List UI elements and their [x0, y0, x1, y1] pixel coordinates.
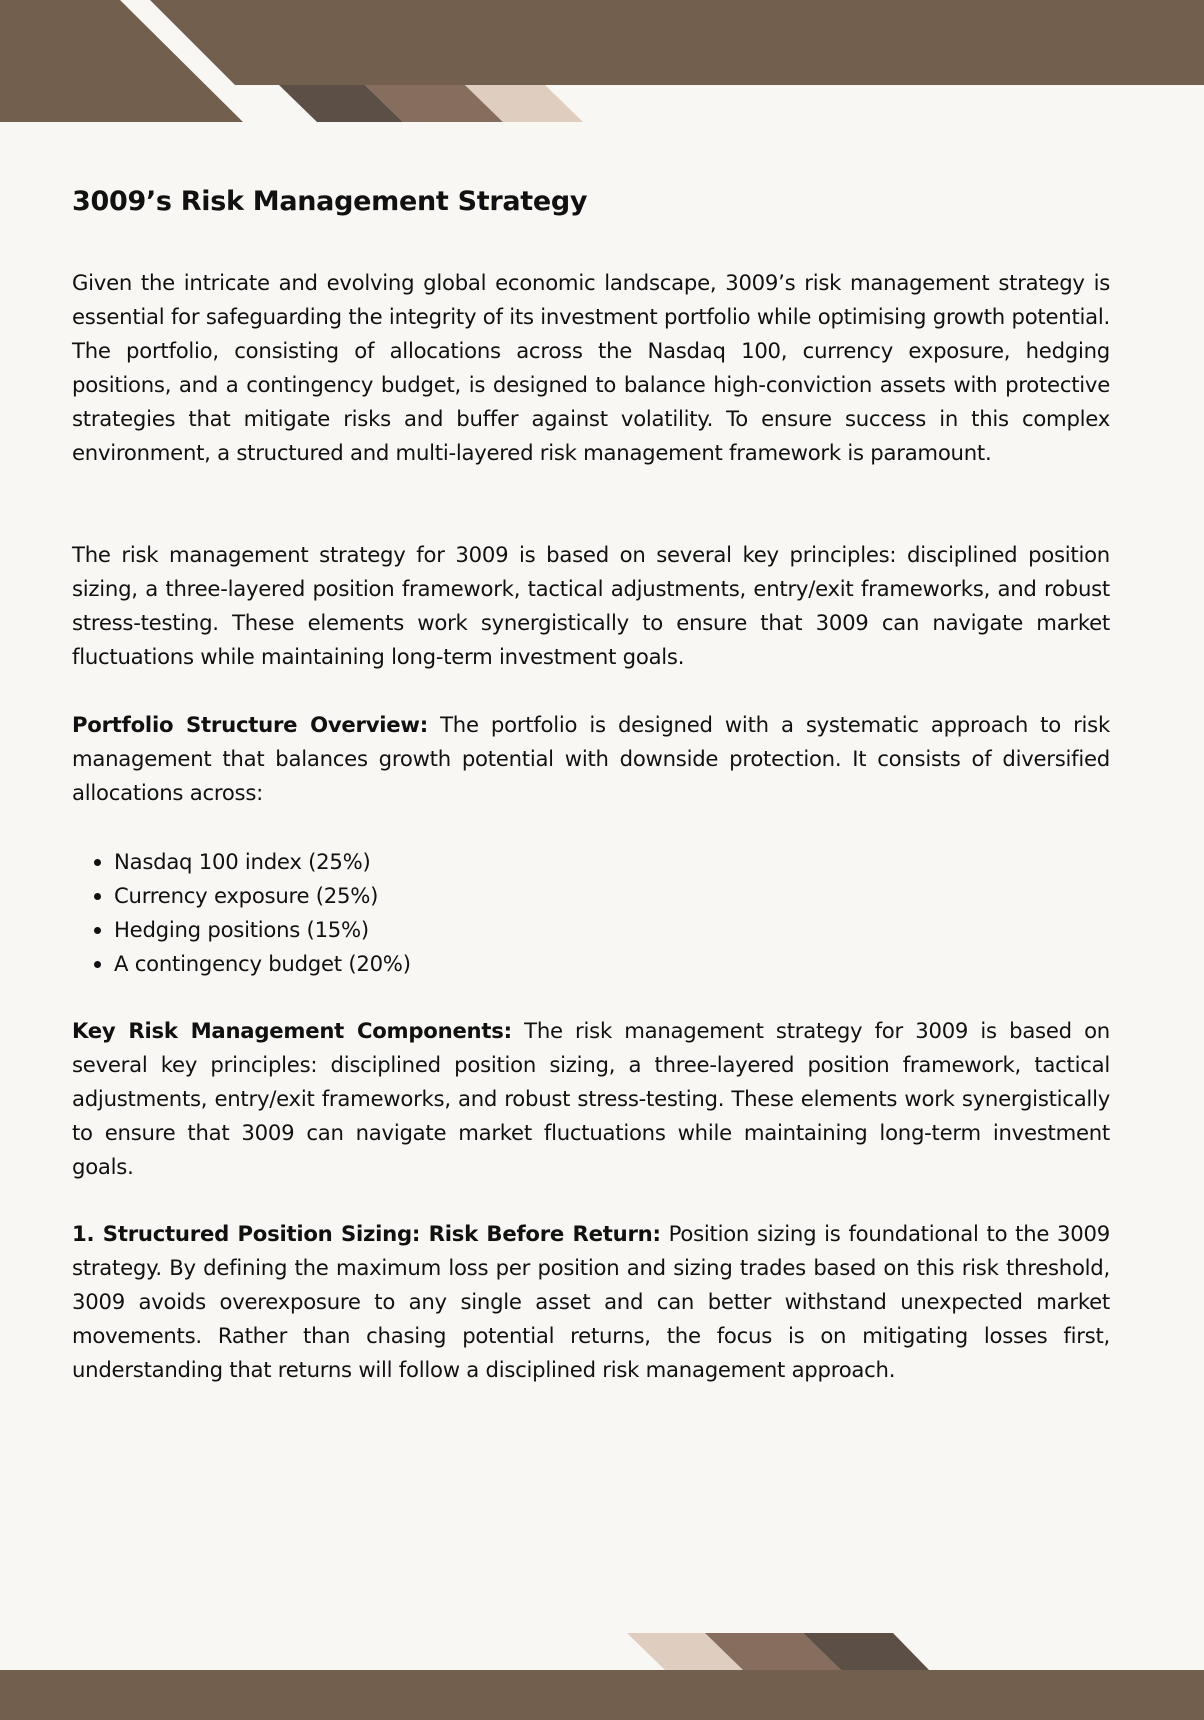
portfolio-overview-paragraph [72, 708, 1110, 810]
page-title: 3009’s Risk Management Strategy [72, 186, 588, 217]
portfolio-overview-text: The portfolio is designed with a systematic approach to risk management that balances growth potential with downside protection. It consists of diversified allocations across: [72, 712, 1110, 805]
list-item: • A contingency budget (20%) [114, 947, 411, 981]
list-item: • Nasdaq 100 index (25%) [114, 845, 411, 879]
header-decoration [0, 0, 1204, 130]
footer-decoration [0, 1620, 1204, 1720]
position-sizing-paragraph [72, 1217, 1110, 1387]
key-components-text: The risk management strategy for 3009 is based on several key principles: disciplined position sizing, a three-layered position framework, tactical adjustments, entry/exit frameworks, and robust stress-testing. These elements work synergistically to ensure that 3009 can navigate market fluctuations while maintaining long-term investment goals. [72, 1018, 1110, 1179]
list-item: • Hedging positions (15%) [114, 913, 411, 947]
key-components-heading: Key Risk Management Components: [72, 1018, 512, 1043]
allocation-list [72, 845, 411, 981]
intro-paragraph: Given the intricate and evolving global economic landscape, 3009’s risk management strategy is essential for safeguarding the integrity of its investment portfolio while optimising growth potential. The portfolio, consisting of allocations across the Nasdaq 100, currency exposure, hedging positions, and a contingency budget, is designed to balance high-conviction assets with protective strategies that mitigate risks and buffer against volatility. To ensure success in this complex environment, a structured and multi-layered risk management framework is paramount. [72, 270, 1110, 465]
position-sizing-heading: 1. Structured Position Sizing: Risk Before Return: [72, 1221, 661, 1246]
footer-bar [0, 1670, 1204, 1720]
header-top-bar [150, 0, 1204, 85]
position-sizing-text: Position sizing is foundational to the 3009 strategy. By defining the maximum loss per position and sizing trades based on this risk threshold, 3009 avoids overexposure to any single asset and can better withstand unexpected market movements. Rather than chasing potential returns, the focus is on mitigating losses first, understanding that returns will follow a disciplined risk management approach. [72, 1221, 1110, 1382]
portfolio-overview-heading: Portfolio Structure Overview: [72, 712, 428, 737]
list-item: • Currency exposure (25%) [114, 879, 411, 913]
principles-paragraph: The risk management strategy for 3009 is based on several key principles: disciplined position sizing, a three-layered position framework, tactical adjustments, entry/exit frameworks, and robust stress-testing. These elements work synergistically to ensure that 3009 can navigate market fluctuations while maintaining long-term investment goals. [72, 542, 1110, 669]
key-components-paragraph [72, 1014, 1110, 1184]
